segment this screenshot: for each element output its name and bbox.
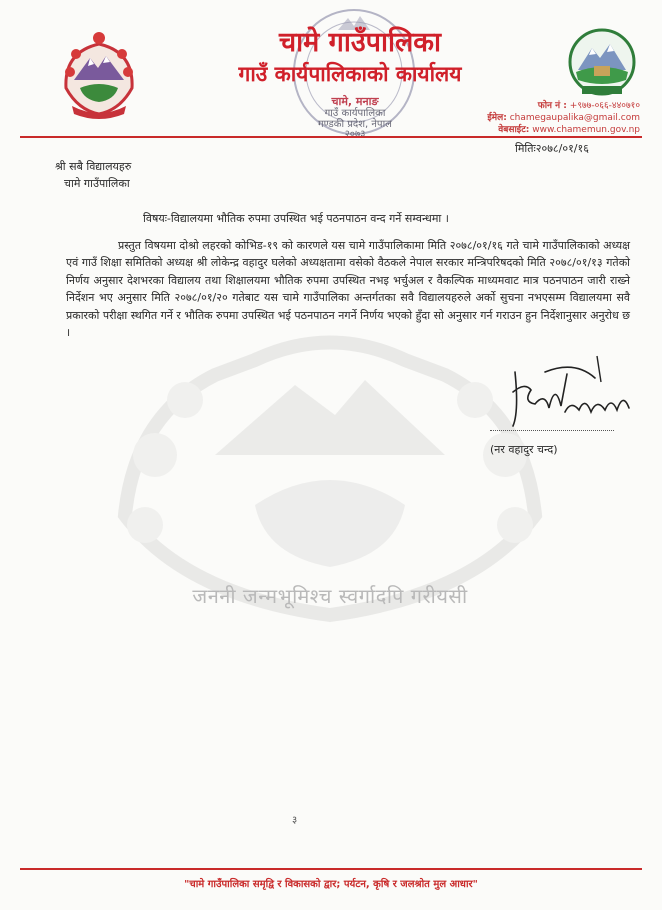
letter-date: मितिः२०७८/०१/१६	[515, 142, 589, 155]
header-divider	[20, 136, 642, 138]
handwritten-signature	[505, 352, 635, 432]
letter-body	[66, 237, 630, 341]
page-mark: ३	[292, 815, 298, 826]
office-name: गाउँ कार्यपालिकाको कार्यालय	[238, 62, 462, 86]
footer-divider	[20, 868, 642, 870]
email-address[interactable]: chamegaupalika@gmail.com	[509, 113, 640, 123]
recipient-line: चामे गाउँपालिका	[64, 177, 130, 190]
stamp-line: गण्डकी प्रदेश, नेपाल	[318, 119, 392, 130]
signature-line	[490, 430, 614, 431]
chame-municipality-logo	[568, 26, 636, 100]
municipality-name: चामे गाउँपालिका	[278, 27, 442, 58]
contact-website	[498, 122, 640, 135]
signer-name: (नर वहादुर चन्द)	[490, 443, 558, 456]
website-link[interactable]: www.chamemun.gov.np	[532, 125, 640, 135]
email-label: ईमेल:	[487, 113, 507, 123]
phone-number: +९७७-०६६-४४०७१०	[569, 101, 640, 111]
nepal-emblem-logo	[60, 28, 138, 122]
phone-label: फोन नं :	[537, 101, 567, 111]
footer-slogan: "चामे गाउँपालिका समृद्वि र विकासको द्वार; पर्यटन, कृषि र जलश्रोत मुल आधार"	[184, 879, 478, 890]
stamp-line: गाउँ कार्यपालिका	[324, 108, 386, 119]
watermark-motto: जननी जन्मभूमिश्च स्वर्गादपि गरीयसी	[192, 584, 468, 608]
stamp-line: चामे, मनाङ	[331, 95, 379, 108]
recipient-line: श्री सबै विद्यालयहरु	[55, 160, 132, 173]
letter-subject: विषयः-विद्यालयमा भौतिक रुपमा उपस्थित भई पठनपाठन वन्द गर्ने सम्वन्धमा ।	[143, 212, 449, 225]
stamp-line: २०७३	[344, 129, 366, 140]
website-label: वेबसाईट:	[498, 125, 530, 135]
letter-body-text: प्रस्तुत विषयमा दोश्रो लहरको कोभिड-१९ को कारणले यस चामे गाउँपालिकामा मिति २०७८/०१/१६ गते चामे गाउँपालिकाको अध्यक्ष एवं गाउँ शिक्षा समितिको अध्यक्ष श्री लोकेन्द्र वहादुर घलेको अध्यक्षतामा वसेको वैठकले नेपाल सरकार मन्त्रिपरिषदको मिति २०७८/०१/१३ गतेको निर्णय अनुसार देशभरका विद्यालय तथा शिक्षालयमा भौतिक रुपमा उपस्थित नभइ भर्चुअल र वैकल्पिक माध्यमवाट मात्र पठनपाठन जारी राख्ने निर्देशन भए अनुसार मिति २०७८/०१/२० गतेबाट यस चामे गाउँपालिका अन्तर्गतका सवै विद्यालयहरुले अर्को सुचना नभएसम्म विद्यालयमा सवै प्रकारको परीक्षा स्थगित गर्ने र भौतिक रुपमा उपस्थित भई पठनपाठन नगर्ने निर्णय भएको हुँदा सो अनुसार गर्न गराउन हुन निर्देशानुसार अनुरोध छ ।	[66, 239, 630, 340]
